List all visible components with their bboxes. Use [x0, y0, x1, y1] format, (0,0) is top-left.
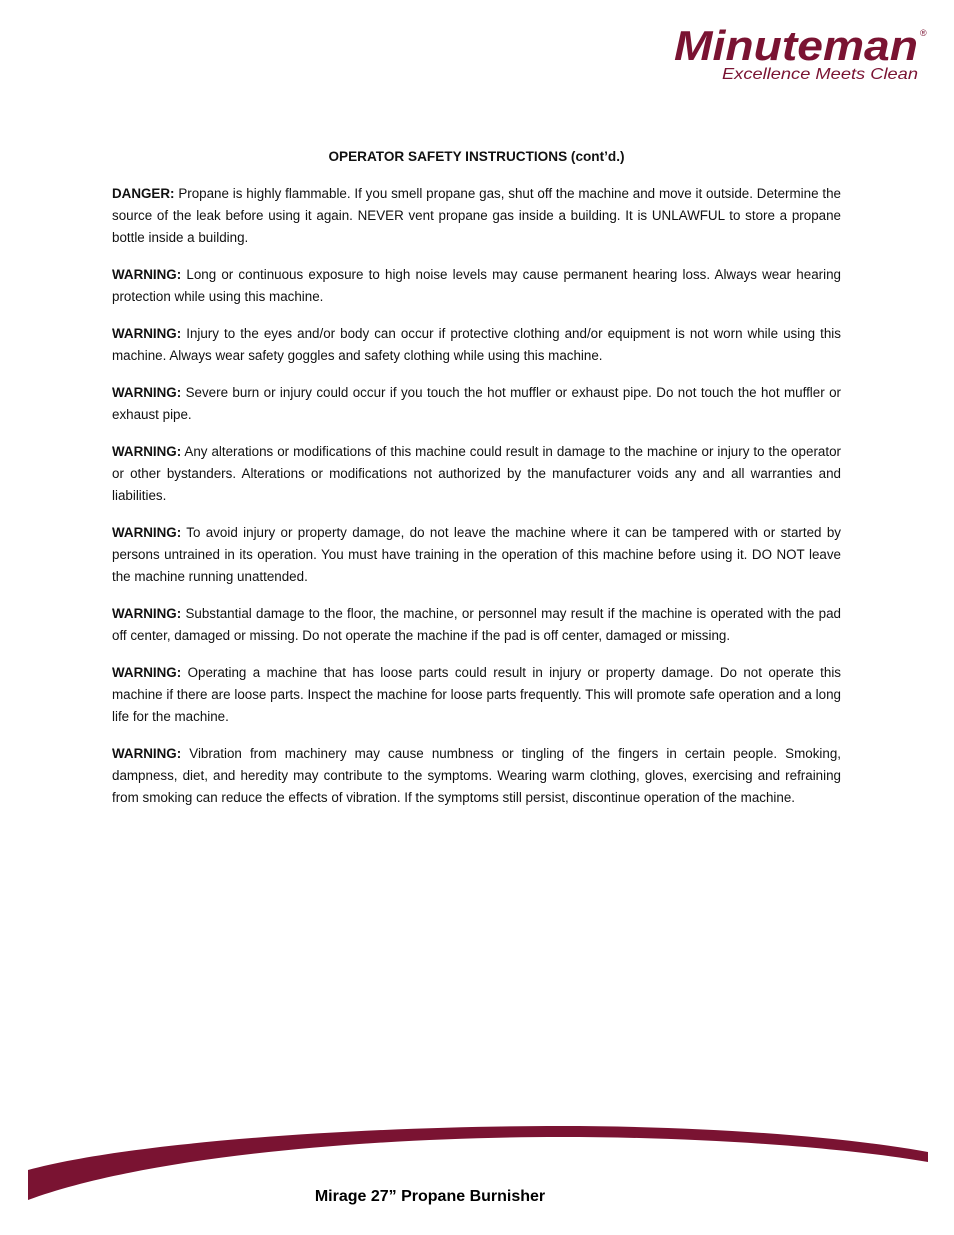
instruction-paragraph	[112, 441, 841, 507]
instruction-text: Propane is highly flammable. If you smell propane gas, shut off the machine and move it outside. Determine the source of the leak before using it again. NEVER vent propane gas inside a building. It is UNLAWFUL to store a propane bottle inside a building.	[112, 186, 841, 245]
instruction-text: Substantial damage to the floor, the machine, or personnel may result if the machine is operated with the pad off center, damaged or missing. Do not operate the machine if the pad is off center, damaged or missing.	[112, 606, 841, 643]
instruction-paragraph	[112, 323, 841, 367]
instruction-label: WARNING:	[112, 385, 182, 400]
instruction-paragraph	[112, 264, 841, 308]
brand-wordmark: Minuteman	[674, 22, 918, 69]
footer-product-title: Mirage 27” Propane Burnisher	[314, 1188, 546, 1205]
minuteman-logo-icon	[672, 22, 934, 84]
instruction-label: WARNING:	[112, 665, 182, 680]
instruction-text: Severe burn or injury could occur if you touch the hot muffler or exhaust pipe. Do not touch the hot muffler or exhaust pipe.	[112, 385, 841, 422]
instruction-paragraph	[112, 743, 841, 809]
instruction-paragraph	[112, 603, 841, 647]
instruction-label: WARNING:	[112, 326, 182, 341]
instruction-text: Injury to the eyes and/or body can occur if protective clothing and/or equipment is not worn while using this machine. Always wear safety goggles and safety clothing while using this machine.	[112, 326, 841, 363]
safety-instructions	[112, 146, 841, 824]
registered-mark: ®	[920, 28, 927, 38]
instruction-label: WARNING:	[112, 746, 182, 761]
instruction-list	[112, 183, 841, 809]
instruction-paragraph	[112, 183, 841, 249]
instruction-label: WARNING:	[112, 606, 182, 621]
instruction-text: Any alterations or modifications of this machine could result in damage to the machine or injury to the operator or other bystanders. Alterations or modifications not authorized by the manufacturer voids any and all warranties and liabilities.	[112, 444, 841, 503]
instruction-label: DANGER:	[112, 186, 175, 201]
instruction-paragraph	[112, 382, 841, 426]
instruction-paragraph	[112, 522, 841, 588]
brand-logo	[672, 22, 934, 84]
instruction-text: Vibration from machinery may cause numbness or tingling of the fingers in certain people. Smoking, dampness, diet, and heredity may contribute to the symptoms. Wearing warm clothing, gloves, exercising and refraining from smoking can reduce the effects of vibration. If the symptoms still persist, discontinue operation of the machine.	[112, 746, 841, 805]
instruction-label: WARNING:	[112, 525, 182, 540]
instruction-paragraph	[112, 662, 841, 728]
instruction-label: WARNING:	[112, 267, 182, 282]
instruction-text: To avoid injury or property damage, do not leave the machine where it can be tampered with or started by persons untrained in its operation. You must have training in the operation of this machine before using it. DO NOT leave the machine running unattended.	[112, 525, 841, 584]
instruction-text: Long or continuous exposure to high noise levels may cause permanent hearing loss. Always wear hearing protection while using this machine.	[112, 267, 841, 304]
instruction-text: Operating a machine that has loose parts could result in injury or property damage. Do not operate this machine if there are loose parts. Inspect the machine for loose parts frequently. This will promote safe operation and a long life for the machine.	[112, 665, 841, 724]
brand-tagline: Excellence Meets Clean	[722, 66, 919, 83]
page-title: OPERATOR SAFETY INSTRUCTIONS (cont’d.)	[328, 149, 625, 164]
instruction-label: WARNING:	[112, 444, 182, 459]
